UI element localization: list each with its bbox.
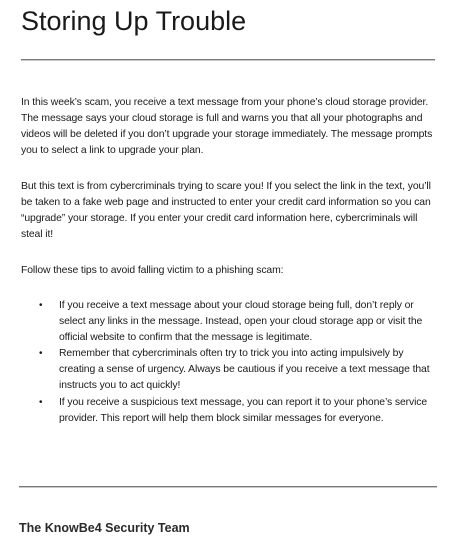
tip-text: Remember that cybercriminals often try to trick you into acting impulsively by creating a sense of urgency. Always be cautious if you receive a text message that instructs you to act quickly!	[59, 348, 430, 392]
footer-divider	[19, 486, 437, 488]
tips-intro-paragraph: Follow these tips to avoid falling victim to a phishing scam:	[21, 265, 284, 276]
bullet-icon: •	[39, 396, 43, 408]
signature: The KnowBe4 Security Team	[19, 521, 190, 535]
intro-paragraph: In this week’s scam, you receive a text message from your phone’s cloud storage provider. The message says your cloud storage is full and warns you that all your photographs and videos will be deleted if you don’t upgrade your storage immediately. The message prompts you to select a link to upgrade your plan.	[21, 97, 433, 157]
warning-paragraph: But this text is from cybercriminals trying to scare you! If you select the link in the text, you’ll be taken to a fake web page and instructed to enter your credit card information so you can “upgrade” your storage. If you enter your credit card information here, cybercriminals will steal it!	[21, 181, 431, 241]
tip-text: If you receive a text message about your cloud storage being full, don’t reply or select any links in the message. Instead, open your cloud storage app or visit the official website to confirm that the message is legitimate.	[59, 300, 423, 344]
tip-item	[21, 298, 436, 346]
tip-text: If you receive a suspicious text message, you can report it to your phone’s service provider. This report will help them block similar messages for everyone.	[59, 396, 428, 424]
bullet-icon: •	[39, 300, 43, 311]
bullet-icon: •	[39, 348, 43, 360]
tips-list	[21, 298, 436, 427]
tip-item	[21, 346, 436, 394]
article-title: Storing Up Trouble	[21, 6, 247, 36]
tip-item	[21, 395, 436, 427]
title-divider	[21, 59, 435, 61]
